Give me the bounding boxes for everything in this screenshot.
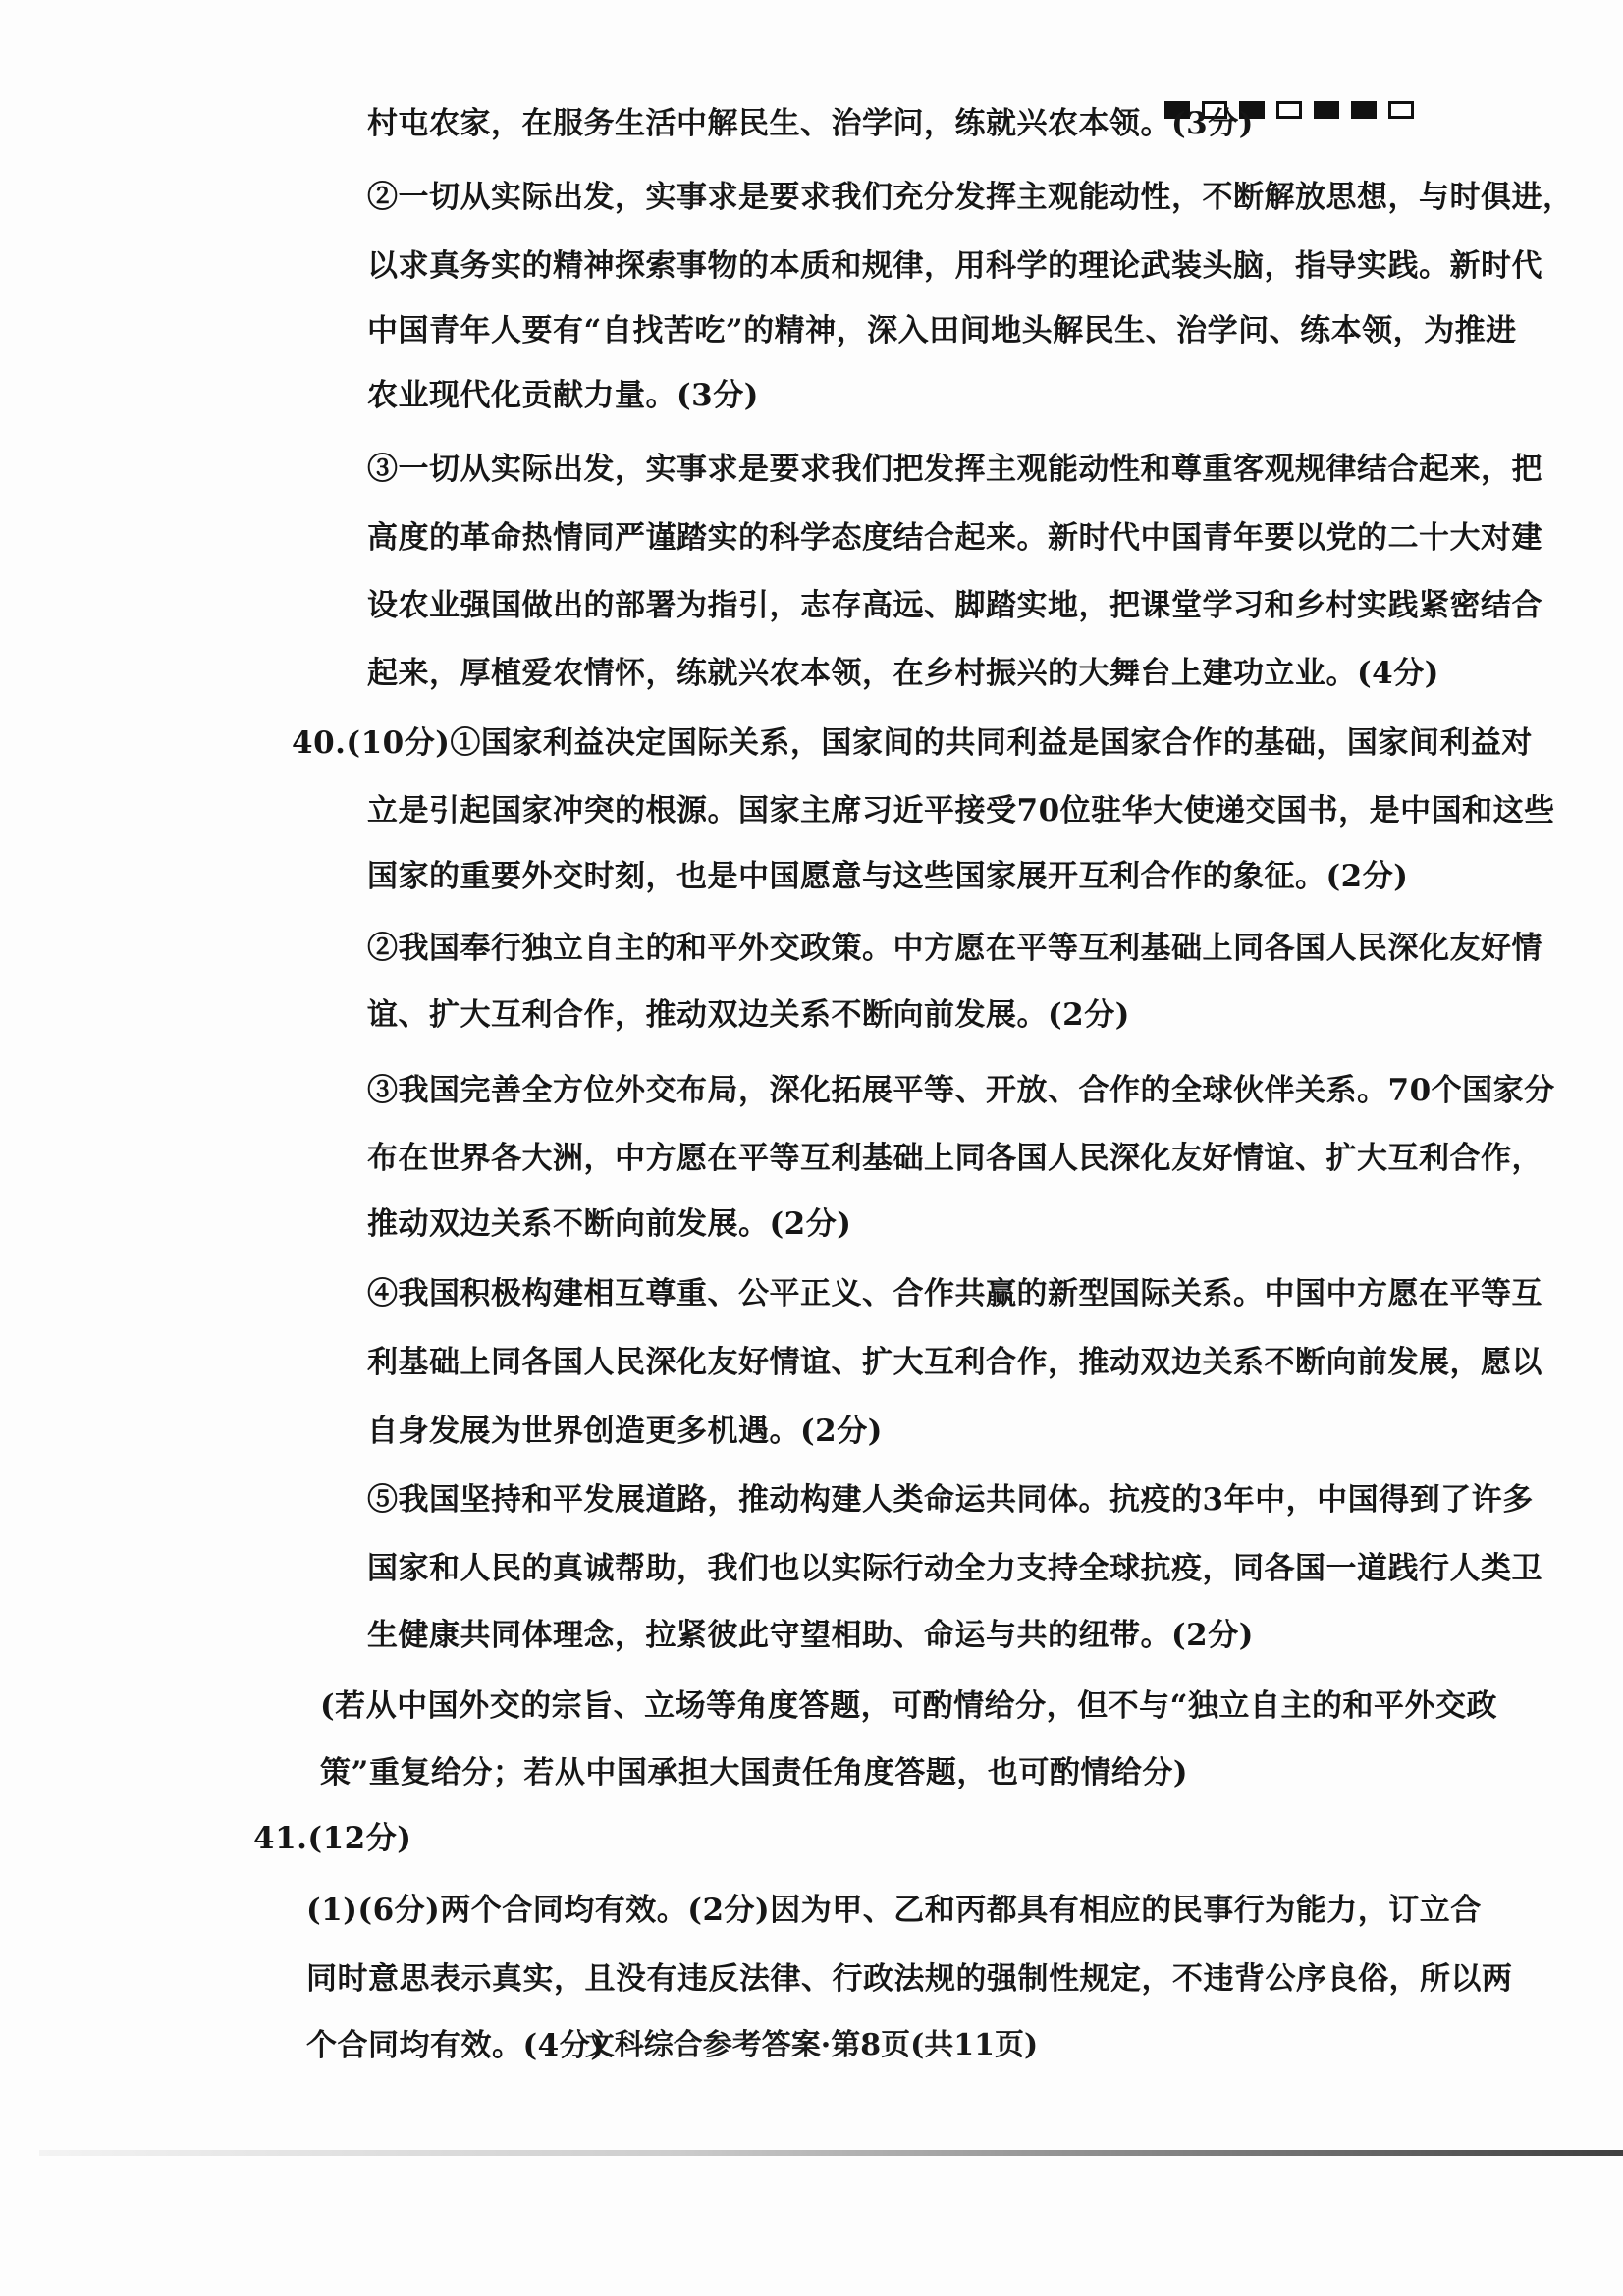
scoring-note: (若从中国外交的宗旨、立场等角度答题，可酌情给分，但不与“独立自主的和平外交政	[320, 1688, 1497, 1724]
text-line: 生健康共同体理念，拉紧彼此守望相助、命运与共的纽带。(2分)	[367, 1618, 1254, 1653]
text-line: 设农业强国做出的部署为指引，志存高远、脚踏实地，把课堂学习和乡村实践紧密结合	[367, 588, 1542, 623]
text-line: 个合同均有效。(4分)	[306, 2028, 606, 2063]
text-line: ③一切从实际出发，实事求是要求我们把发挥主观能动性和尊重客观规律结合起来，把	[367, 452, 1542, 487]
text-line: 农业现代化贡献力量。(3分)	[367, 378, 759, 413]
text-line: 高度的革命热情同严谨踏实的科学态度结合起来。新时代中国青年要以党的二十大对建	[367, 520, 1542, 556]
text-line: ③我国完善全方位外交布局，深化拓展平等、开放、合作的全球伙伴关系。70个国家分	[367, 1073, 1555, 1108]
text-line: 以求真务实的精神探索事物的本质和规律，用科学的理论武装头脑，指导实践。新时代	[367, 248, 1542, 284]
text-line: 布在世界各大洲，中方愿在平等互利基础上同各国人民深化友好情谊、扩大互利合作，	[367, 1141, 1542, 1176]
text-line: 同时意思表示真实，且没有违反法律、行政法规的强制性规定，不违背公序良俗，所以两	[306, 1961, 1513, 1997]
page-footer: 文科综合参考答案·第8页(共11页)	[584, 2028, 1039, 2062]
text-line: 自身发展为世界创造更多机遇。(2分)	[367, 1414, 883, 1449]
text-line: ②一切从实际出发，实事求是要求我们充分发挥主观能动性，不断解放思想，与时俱进，	[367, 180, 1574, 215]
text-line: 中国青年人要有“自找苦吃”的精神，深入田间地头解民生、治学问、练本领，为推进	[367, 313, 1517, 348]
text-line: 国家的重要外交时刻，也是中国愿意与这些国家展开互利合作的象征。(2分)	[367, 859, 1409, 894]
text-line: ⑤我国坚持和平发展道路，推动构建人类命运共同体。抗疫的3年中，中国得到了许多	[367, 1482, 1534, 1518]
text-line: (1)(6分)两个合同均有效。(2分)因为甲、乙和丙都具有相应的民事行为能力，订立合	[306, 1893, 1482, 1928]
question-40-heading: 40.(10分)①国家利益决定国际关系，国家间的共同利益是国家合作的基础，国家间利益对	[292, 725, 1533, 761]
text-line: 立是引起国家冲突的根源。国家主席习近平接受70位驻华大使递交国书，是中国和这些	[367, 793, 1555, 828]
registration-mark	[1351, 101, 1377, 119]
text-line: 谊、扩大互利合作，推动双边关系不断向前发展。(2分)	[367, 997, 1130, 1033]
question-41-heading: 41.(12分)	[253, 1821, 412, 1856]
text-line: ④我国积极构建相互尊重、公平正义、合作共赢的新型国际关系。中国中方愿在平等互	[367, 1276, 1542, 1311]
registration-mark	[1276, 101, 1302, 119]
registration-mark	[1388, 101, 1414, 119]
scoring-note: 策”重复给分；若从中国承担大国责任角度答题，也可酌情给分)	[320, 1755, 1188, 1790]
text-line: 起来，厚植爱农情怀，练就兴农本领，在乡村振兴的大舞台上建功立业。(4分)	[367, 656, 1439, 691]
text-line: 村屯农家，在服务生活中解民生、治学问，练就兴农本领。(3分)	[367, 106, 1254, 141]
text-line: 国家和人民的真诚帮助，我们也以实际行动全力支持全球抗疫，同各国一道践行人类卫	[367, 1551, 1542, 1586]
registration-mark	[1314, 101, 1339, 119]
text-line: 利基础上同各国人民深化友好情谊、扩大互利合作，推动双边关系不断向前发展，愿以	[367, 1345, 1542, 1380]
text-line: 推动双边关系不断向前发展。(2分)	[367, 1206, 852, 1242]
text-line: ②我国奉行独立自主的和平外交政策。中方愿在平等互利基础上同各国人民深化友好情	[367, 931, 1542, 966]
scan-edge-shadow	[39, 2150, 1623, 2156]
